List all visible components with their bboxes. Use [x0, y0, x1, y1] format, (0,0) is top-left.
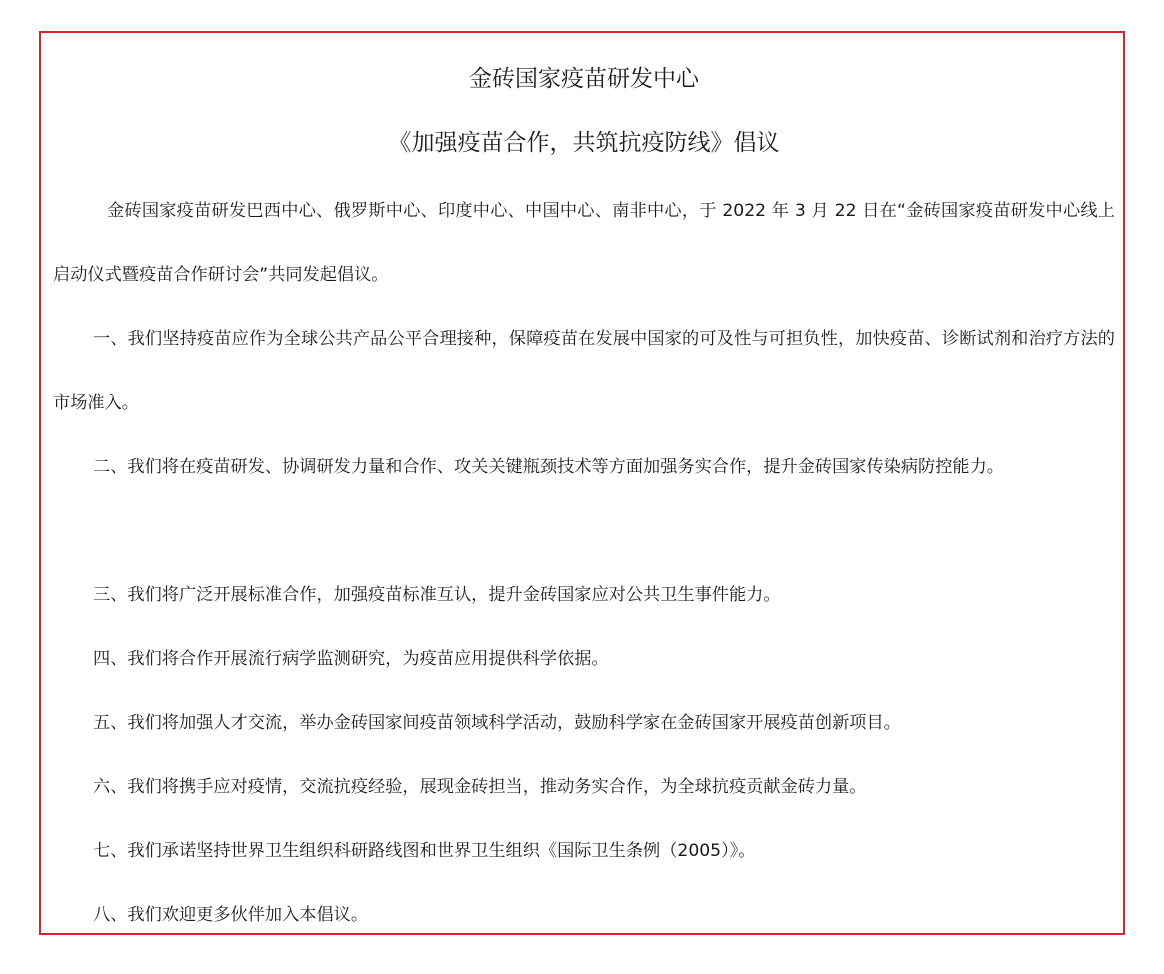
initiative-item-4: 四、我们将合作开展流行病学监测研究，为疫苗应用提供科学依据。	[93, 649, 609, 669]
initiative-item-6: 六、我们将携手应对疫情，交流抗疫经验，展现金砖担当，推动务实合作，为全球抗疫贡献金砖力量。	[93, 777, 867, 797]
initiative-item-8: 八、我们欢迎更多伙伴加入本倡议。	[93, 905, 369, 925]
initiative-item-3: 三、我们将广泛开展标准合作，加强疫苗标准互认，提升金砖国家应对公共卫生事件能力。	[93, 585, 781, 605]
document-title: 金砖国家疫苗研发中心	[469, 66, 699, 92]
initiative-item-2: 二、我们将在疫苗研发、协调研发力量和合作、攻关关键瓶颈技术等方面加强务实合作，提升金砖国家传染病防控能力。	[93, 457, 1004, 477]
document-subtitle: 《加强疫苗合作，共筑抗疫防线》倡议	[388, 130, 780, 156]
document-frame	[39, 31, 1125, 935]
intro-paragraph: 金砖国家疫苗研发巴西中心、俄罗斯中心、印度中心、中国中心、南非中心，于 2022 年 3 月 22 日在“金砖国家疫苗研发中心线上启动仪式暨疫苗合作研讨会”共同发起倡议。	[53, 201, 1115, 285]
initiative-item-7: 七、我们承诺坚持世界卫生组织科研路线图和世界卫生组织《国际卫生条例（2005）》。	[93, 841, 756, 861]
initiative-item-1: 一、我们坚持疫苗应作为全球公共产品公平合理接种，保障疫苗在发展中国家的可及性与可担负性，加快疫苗、诊断试剂和治疗方法的市场准入。	[53, 329, 1115, 413]
initiative-item-5: 五、我们将加强人才交流，举办金砖国家间疫苗领域科学活动，鼓励科学家在金砖国家开展疫苗创新项目。	[93, 713, 901, 733]
